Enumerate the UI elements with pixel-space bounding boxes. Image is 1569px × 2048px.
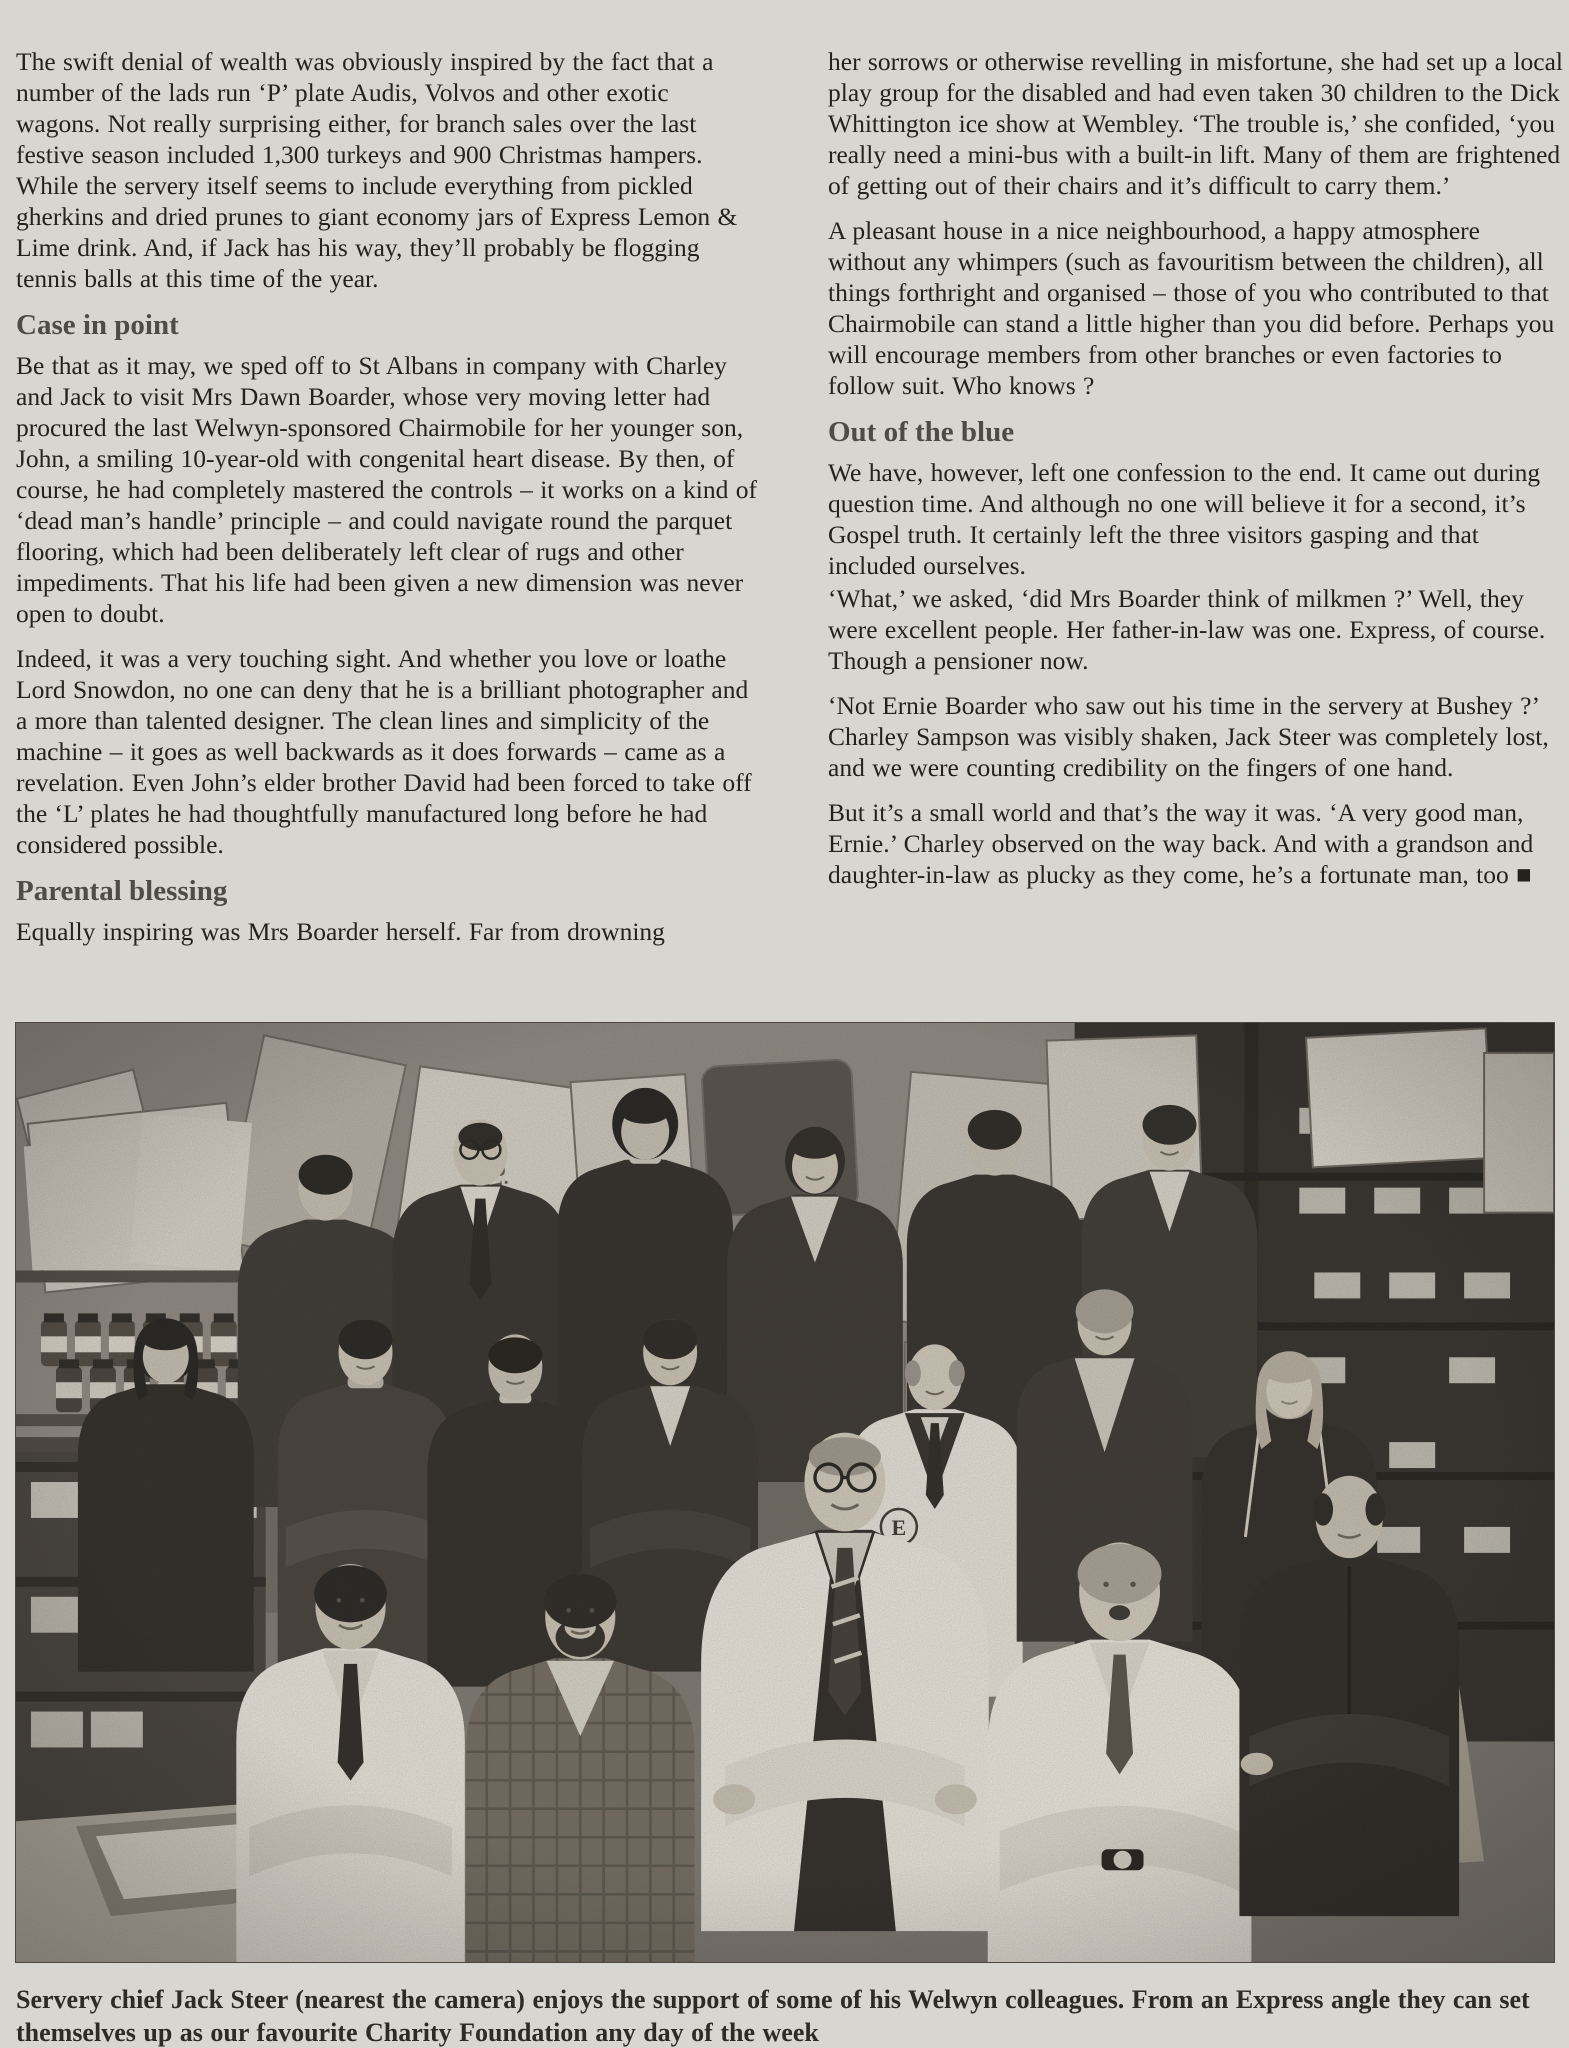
group-photo-illustration	[16, 1023, 1554, 1962]
paragraph: Equally inspiring was Mrs Boarder herself. Far from drowning	[16, 917, 665, 946]
paragraph: Indeed, it was a very touching sight. And whether you love or loathe Lord Snowdon, no one can deny that he is a brilliant photographer and a more than talented designer. The clean lines and simplicity of the machine – it goes as well backwards as it does forwards – came as a revelation. Even John’s elder brother David had been forced to take off the ‘L’ plates he had thoughtfully manufactured long before he had considered possible.	[16, 644, 752, 859]
photo-caption: Servery chief Jack Steer (nearest the camera) enjoys the support of some of his Welwyn colleagues. From an Express angle they can set themselves up as our favourite Charity Foundation any day of the week	[16, 1985, 1530, 2047]
film-grain-overlay	[16, 1023, 1554, 1962]
left-column	[16, 46, 758, 961]
subheading-case-in-point: Case in point	[16, 309, 179, 341]
paragraph: But it’s a small world and that’s the way it was. ‘A very good man, Ernie.’ Charley observed on the way back. And with a grandson and daughter-in-law as plucky as they come, he’s a fortunate man, too ■	[828, 798, 1534, 889]
paragraph: We have, however, left one confession to the end. It came out during question time. And although no one will believe it for a second, it’s Gospel truth. It certainly left the three visitors gasping and that included ourselves.	[828, 458, 1541, 580]
paragraph: her sorrows or otherwise revelling in misfortune, she had set up a local play group for the disabled and had even taken 30 children to the Dick Whittington ice show at Wembley. ‘The trouble is,’ she confided, ‘you really need a mini-bus with a built-in lift. Many of them are frightened of getting out of their chairs and it’s difficult to carry them.’	[828, 47, 1564, 200]
paragraph: Be that as it may, we sped off to St Albans in company with Charley and Jack to visit Mrs Dawn Boarder, whose very moving letter had procured the last Welwyn-sponsored Chairmobile for her younger son, John, a smiling 10-year-old with congenital heart disease. By then, of course, he had completely mastered the controls – it works on a kind of ‘dead man’s handle’ principle – and could navigate round the parquet flooring, which had been deliberately left clear of rugs and other impediments. That his life had been given a new dimension was never open to doubt.	[16, 351, 757, 628]
subheading-out-of-the-blue: Out of the blue	[828, 416, 1015, 448]
right-column	[828, 46, 1565, 904]
paragraph: ‘Not Ernie Boarder who saw out his time in the servery at Bushey ?’ Charley Sampson was visibly shaken, Jack Steer was completely lost, and we were counting credibility on the fingers of one hand.	[828, 691, 1549, 782]
subheading-parental-blessing: Parental blessing	[16, 875, 228, 907]
paragraph: ‘What,’ we asked, ‘did Mrs Boarder think of milkmen ?’ Well, they were excellent people. Her father-in-law was one. Express, of course. Though a pensioner now.	[828, 584, 1546, 675]
group-photo	[15, 1022, 1555, 1963]
paragraph: A pleasant house in a nice neighbourhood, a happy atmosphere without any whimpers (such as favouritism between the children), all things forthright and organised – those of you who contributed to that Chairmobile can stand a little higher than you did before. Perhaps you will encourage members from other branches or even factories to follow suit. Who knows ?	[828, 216, 1555, 400]
paragraph: The swift denial of wealth was obviously inspired by the fact that a number of the lads run ‘P’ plate Audis, Volvos and other exotic wagons. Not really surprising either, for branch sales over the last festive season included 1,300 turkeys and 900 Christmas hampers. While the servery itself seems to include everything from pickled gherkins and dried prunes to giant economy jars of Express Lemon & Lime drink. And, if Jack has his way, they’ll probably be flogging tennis balls at this time of the year.	[16, 47, 738, 293]
